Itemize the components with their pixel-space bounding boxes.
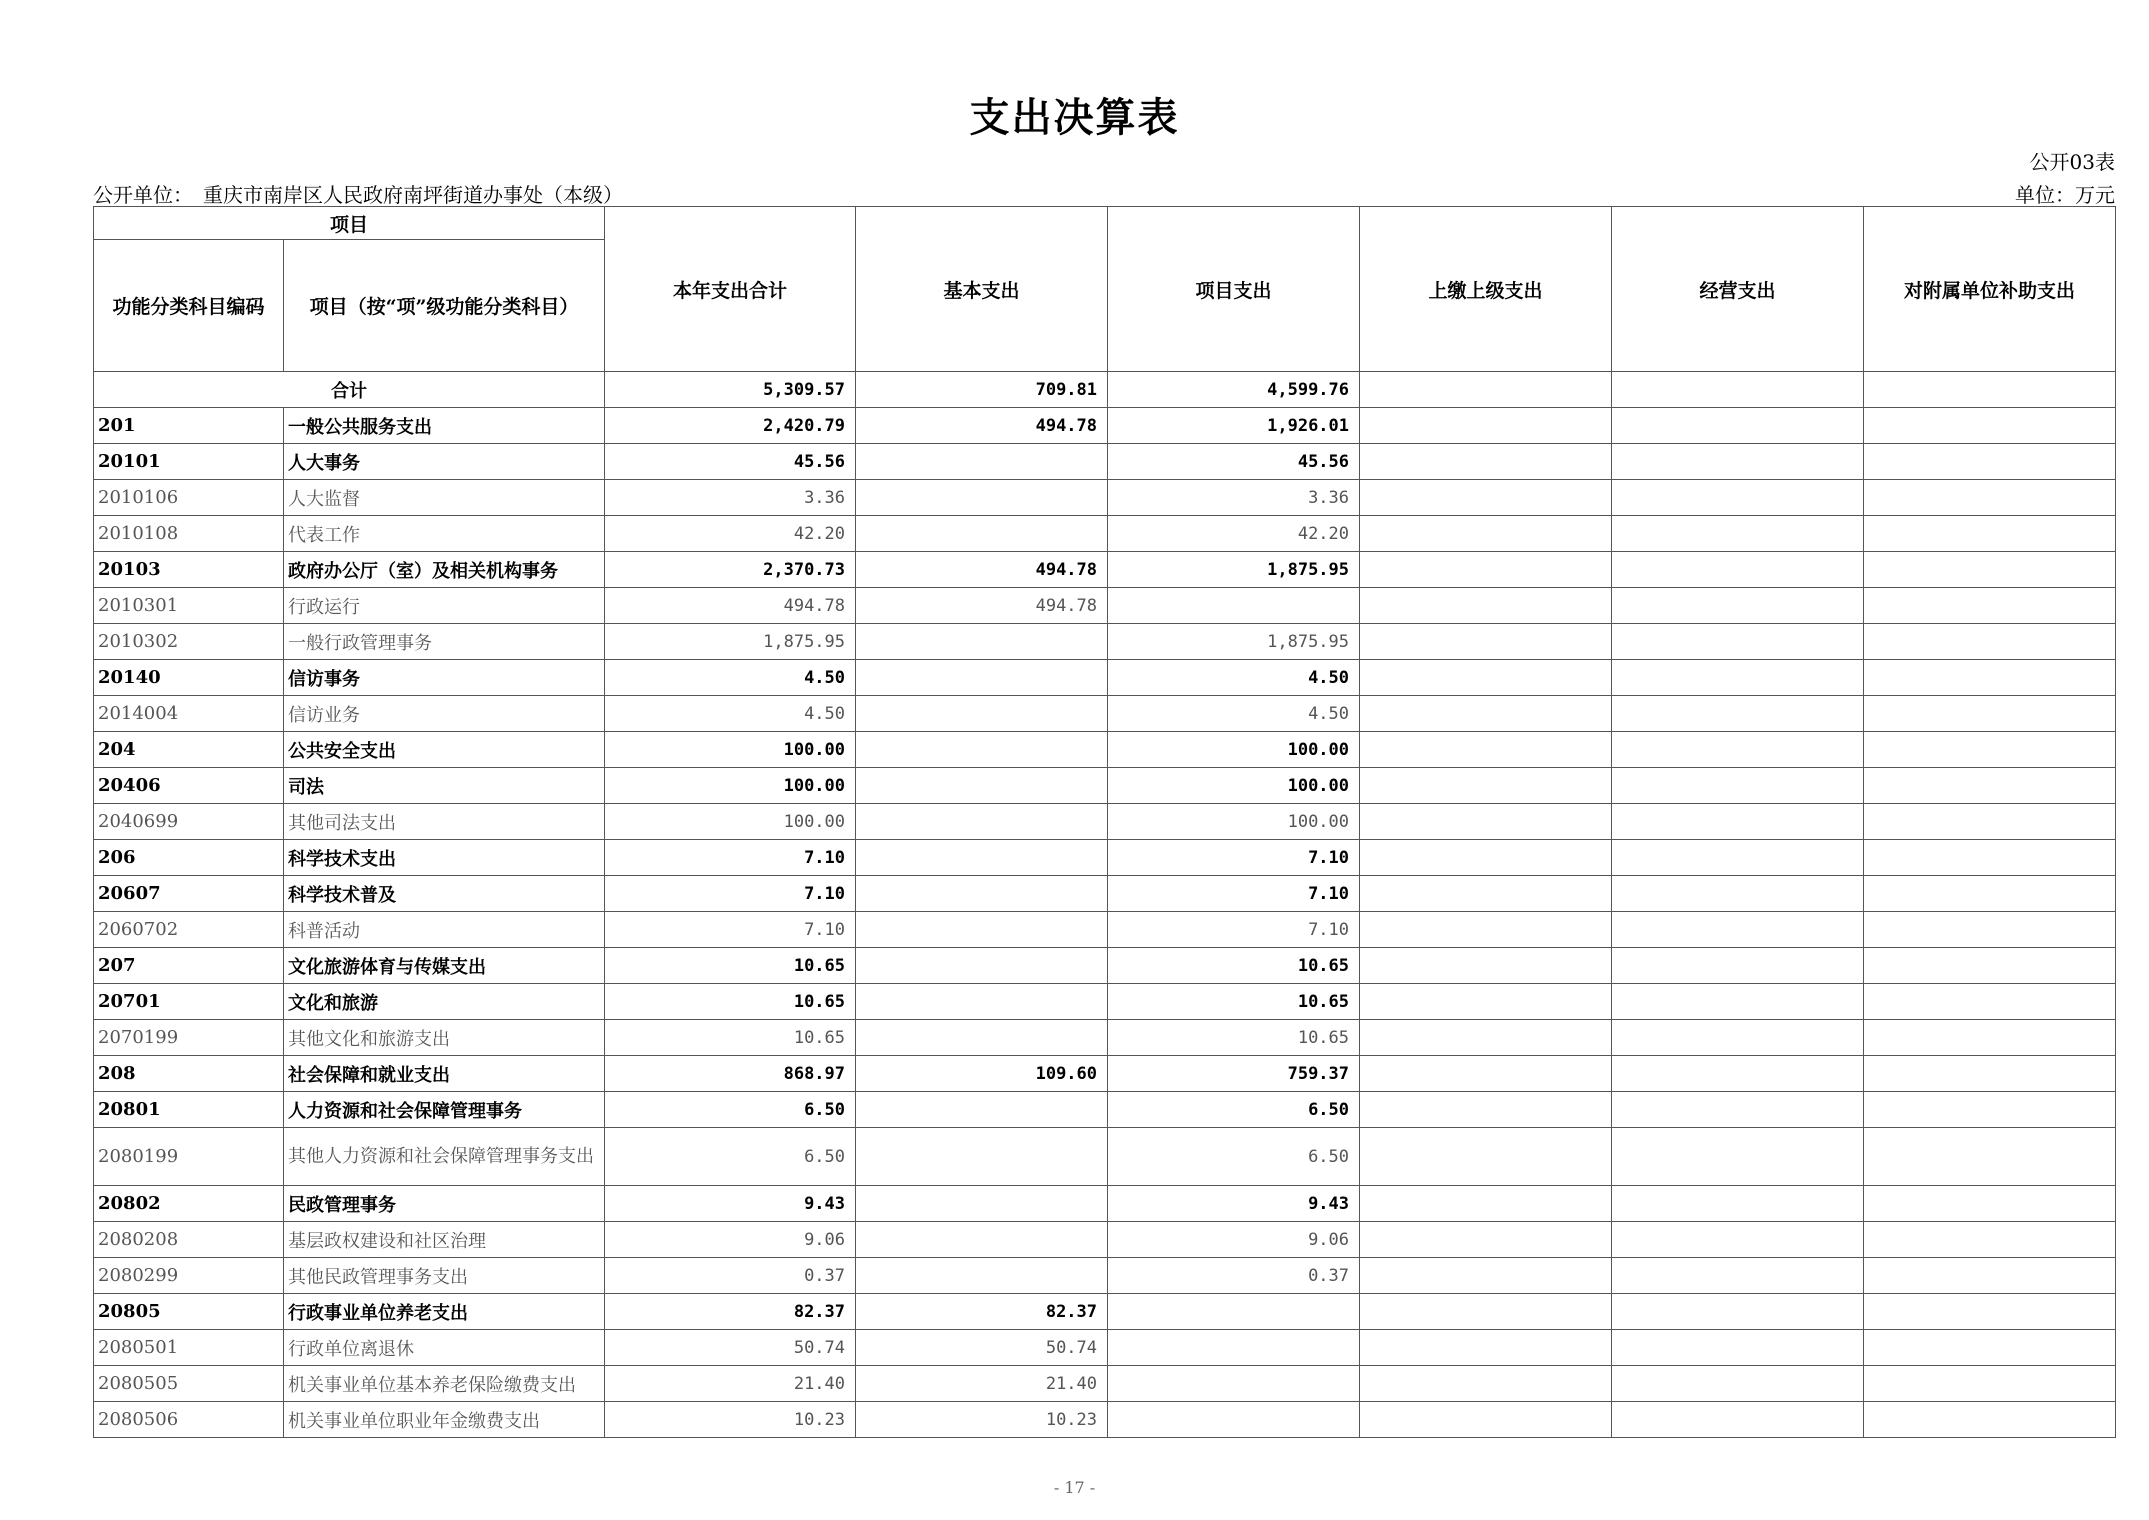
row-name: 人大监督 xyxy=(284,480,605,516)
table-row xyxy=(94,948,2116,984)
row-project: 7.10 xyxy=(1108,912,1360,948)
row-subsidy xyxy=(1864,912,2116,948)
row-name: 政府办公厅（室）及相关机构事务 xyxy=(284,552,605,588)
row-code: 208 xyxy=(94,1056,284,1092)
row-code: 20802 xyxy=(94,1186,284,1222)
row-code: 2080501 xyxy=(94,1330,284,1366)
row-basic xyxy=(856,912,1108,948)
row-total: 50.74 xyxy=(605,1330,856,1366)
row-subsidy xyxy=(1864,732,2116,768)
row-total: 1,875.95 xyxy=(605,624,856,660)
row-project: 759.37 xyxy=(1108,1056,1360,1092)
row-subsidy xyxy=(1864,552,2116,588)
row-name: 一般行政管理事务 xyxy=(284,624,605,660)
row-subsidy xyxy=(1864,408,2116,444)
header-project: 项目支出 xyxy=(1108,207,1360,372)
row-subsidy xyxy=(1864,768,2116,804)
row-project: 10.65 xyxy=(1108,948,1360,984)
row-name: 公共安全支出 xyxy=(284,732,605,768)
reporting-unit: 公开单位： 重庆市南岸区人民政府南坪街道办事处（本级） xyxy=(93,183,623,207)
row-business xyxy=(1612,768,1864,804)
header-business: 经营支出 xyxy=(1612,207,1864,372)
row-business xyxy=(1612,516,1864,552)
row-code: 2040699 xyxy=(94,804,284,840)
row-business xyxy=(1612,696,1864,732)
row-total: 7.10 xyxy=(605,912,856,948)
row-subsidy xyxy=(1864,480,2116,516)
table-row xyxy=(94,840,2116,876)
table-row xyxy=(94,1092,2116,1128)
row-upper xyxy=(1360,1294,1612,1330)
table-row xyxy=(94,552,2116,588)
page-number: - 17 - xyxy=(1053,1478,1096,1497)
table-row xyxy=(94,804,2116,840)
row-project: 6.50 xyxy=(1108,1092,1360,1128)
row-business xyxy=(1612,444,1864,480)
form-number: 公开03表 xyxy=(2029,150,2115,174)
table-row xyxy=(94,660,2116,696)
row-basic: 494.78 xyxy=(856,588,1108,624)
row-upper xyxy=(1360,1128,1612,1186)
row-subsidy xyxy=(1864,696,2116,732)
table-row xyxy=(94,1056,2116,1092)
table-row xyxy=(94,984,2116,1020)
row-basic xyxy=(856,840,1108,876)
row-basic xyxy=(856,660,1108,696)
row-total: 42.20 xyxy=(605,516,856,552)
row-project: 1,926.01 xyxy=(1108,408,1360,444)
row-project: 9.06 xyxy=(1108,1222,1360,1258)
row-basic: 109.60 xyxy=(856,1056,1108,1092)
row-project xyxy=(1108,1366,1360,1402)
row-project: 7.10 xyxy=(1108,876,1360,912)
row-upper xyxy=(1360,660,1612,696)
row-business xyxy=(1612,408,1864,444)
row-subsidy xyxy=(1864,660,2116,696)
row-business xyxy=(1612,1294,1864,1330)
row-business xyxy=(1612,480,1864,516)
row-basic: 82.37 xyxy=(856,1294,1108,1330)
row-project: 4.50 xyxy=(1108,696,1360,732)
row-basic xyxy=(856,624,1108,660)
row-basic xyxy=(856,1128,1108,1186)
row-total: 10.23 xyxy=(605,1402,856,1438)
row-name: 信访事务 xyxy=(284,660,605,696)
table-row xyxy=(94,1330,2116,1366)
row-project xyxy=(1108,1402,1360,1438)
total-amount: 5,309.57 xyxy=(605,372,856,408)
row-total: 494.78 xyxy=(605,588,856,624)
row-upper xyxy=(1360,1092,1612,1128)
row-project xyxy=(1108,1294,1360,1330)
row-basic: 10.23 xyxy=(856,1402,1108,1438)
total-upper xyxy=(1360,372,1612,408)
row-subsidy xyxy=(1864,840,2116,876)
row-business xyxy=(1612,660,1864,696)
row-subsidy xyxy=(1864,804,2116,840)
table-row xyxy=(94,876,2116,912)
row-upper xyxy=(1360,1330,1612,1366)
header-upper: 上缴上级支出 xyxy=(1360,207,1612,372)
row-business xyxy=(1612,1330,1864,1366)
row-name: 信访业务 xyxy=(284,696,605,732)
row-business xyxy=(1612,876,1864,912)
row-subsidy xyxy=(1864,1056,2116,1092)
row-subsidy xyxy=(1864,1258,2116,1294)
row-subsidy xyxy=(1864,1186,2116,1222)
row-upper xyxy=(1360,876,1612,912)
row-name: 机关事业单位基本养老保险缴费支出 xyxy=(284,1366,605,1402)
row-subsidy xyxy=(1864,1092,2116,1128)
row-upper xyxy=(1360,1402,1612,1438)
row-code: 2014004 xyxy=(94,696,284,732)
row-total: 21.40 xyxy=(605,1366,856,1402)
row-name: 科普活动 xyxy=(284,912,605,948)
row-total: 3.36 xyxy=(605,480,856,516)
row-upper xyxy=(1360,552,1612,588)
row-basic xyxy=(856,948,1108,984)
header-code: 功能分类科目编码 xyxy=(94,240,284,372)
row-basic: 494.78 xyxy=(856,552,1108,588)
row-basic: 494.78 xyxy=(856,408,1108,444)
row-code: 2010108 xyxy=(94,516,284,552)
row-project: 100.00 xyxy=(1108,768,1360,804)
row-subsidy xyxy=(1864,1402,2116,1438)
row-name: 其他文化和旅游支出 xyxy=(284,1020,605,1056)
row-business xyxy=(1612,588,1864,624)
row-basic xyxy=(856,804,1108,840)
row-code: 207 xyxy=(94,948,284,984)
row-code: 20701 xyxy=(94,984,284,1020)
row-subsidy xyxy=(1864,1330,2116,1366)
total-label: 合计 xyxy=(94,372,605,408)
row-project: 100.00 xyxy=(1108,732,1360,768)
row-upper xyxy=(1360,1056,1612,1092)
row-business xyxy=(1612,732,1864,768)
row-name: 社会保障和就业支出 xyxy=(284,1056,605,1092)
row-code: 2080208 xyxy=(94,1222,284,1258)
row-project: 10.65 xyxy=(1108,1020,1360,1056)
row-upper xyxy=(1360,480,1612,516)
table-row xyxy=(94,516,2116,552)
row-project: 7.10 xyxy=(1108,840,1360,876)
row-name: 机关事业单位职业年金缴费支出 xyxy=(284,1402,605,1438)
row-name: 基层政权建设和社区治理 xyxy=(284,1222,605,1258)
header-item-group: 项目 xyxy=(94,207,605,240)
table-row xyxy=(94,1294,2116,1330)
header-subsidy: 对附属单位补助支出 xyxy=(1864,207,2116,372)
row-basic: 50.74 xyxy=(856,1330,1108,1366)
row-upper xyxy=(1360,1222,1612,1258)
row-basic xyxy=(856,732,1108,768)
row-name: 行政单位离退休 xyxy=(284,1330,605,1366)
row-total: 6.50 xyxy=(605,1092,856,1128)
row-total: 7.10 xyxy=(605,876,856,912)
row-upper xyxy=(1360,516,1612,552)
row-subsidy xyxy=(1864,1294,2116,1330)
row-upper xyxy=(1360,1186,1612,1222)
row-business xyxy=(1612,948,1864,984)
row-basic xyxy=(856,1222,1108,1258)
row-project: 10.65 xyxy=(1108,984,1360,1020)
row-project: 1,875.95 xyxy=(1108,552,1360,588)
page-title: 支出决算表 xyxy=(969,94,1180,141)
row-basic xyxy=(856,696,1108,732)
table-row xyxy=(94,696,2116,732)
row-business xyxy=(1612,1402,1864,1438)
row-total: 45.56 xyxy=(605,444,856,480)
row-basic xyxy=(856,1020,1108,1056)
row-subsidy xyxy=(1864,516,2116,552)
table-row xyxy=(94,444,2116,480)
table-row xyxy=(94,1128,2116,1186)
row-subsidy xyxy=(1864,876,2116,912)
table-row xyxy=(94,1258,2116,1294)
row-upper xyxy=(1360,768,1612,804)
row-business xyxy=(1612,984,1864,1020)
row-code: 20101 xyxy=(94,444,284,480)
row-code: 2010302 xyxy=(94,624,284,660)
row-code: 2010106 xyxy=(94,480,284,516)
row-business xyxy=(1612,1222,1864,1258)
row-project: 9.43 xyxy=(1108,1186,1360,1222)
header-basic: 基本支出 xyxy=(856,207,1108,372)
row-business xyxy=(1612,624,1864,660)
row-code: 204 xyxy=(94,732,284,768)
row-subsidy xyxy=(1864,444,2116,480)
row-project: 6.50 xyxy=(1108,1128,1360,1186)
row-business xyxy=(1612,1020,1864,1056)
row-code: 2080506 xyxy=(94,1402,284,1438)
row-total: 4.50 xyxy=(605,660,856,696)
table-row xyxy=(94,768,2116,804)
total-basic: 709.81 xyxy=(856,372,1108,408)
row-business xyxy=(1612,1366,1864,1402)
row-name: 其他民政管理事务支出 xyxy=(284,1258,605,1294)
row-name: 人力资源和社会保障管理事务 xyxy=(284,1092,605,1128)
row-upper xyxy=(1360,984,1612,1020)
row-total: 2,420.79 xyxy=(605,408,856,444)
row-project: 100.00 xyxy=(1108,804,1360,840)
row-basic xyxy=(856,1186,1108,1222)
row-business xyxy=(1612,804,1864,840)
row-total: 100.00 xyxy=(605,768,856,804)
row-total: 10.65 xyxy=(605,984,856,1020)
row-subsidy xyxy=(1864,948,2116,984)
row-name: 民政管理事务 xyxy=(284,1186,605,1222)
row-total: 9.43 xyxy=(605,1186,856,1222)
row-code: 206 xyxy=(94,840,284,876)
row-total: 100.00 xyxy=(605,732,856,768)
row-project: 0.37 xyxy=(1108,1258,1360,1294)
row-business xyxy=(1612,912,1864,948)
row-business xyxy=(1612,1056,1864,1092)
table-row xyxy=(94,588,2116,624)
table-row xyxy=(94,1222,2116,1258)
table-row xyxy=(94,1186,2116,1222)
row-business xyxy=(1612,552,1864,588)
row-subsidy xyxy=(1864,1128,2116,1186)
row-total: 10.65 xyxy=(605,948,856,984)
row-name: 司法 xyxy=(284,768,605,804)
row-total: 100.00 xyxy=(605,804,856,840)
total-business xyxy=(1612,372,1864,408)
row-subsidy xyxy=(1864,624,2116,660)
row-name: 一般公共服务支出 xyxy=(284,408,605,444)
row-subsidy xyxy=(1864,984,2116,1020)
row-code: 20801 xyxy=(94,1092,284,1128)
row-total: 2,370.73 xyxy=(605,552,856,588)
row-code: 2060702 xyxy=(94,912,284,948)
row-name: 代表工作 xyxy=(284,516,605,552)
row-name: 文化和旅游 xyxy=(284,984,605,1020)
total-project: 4,599.76 xyxy=(1108,372,1360,408)
row-code: 2080199 xyxy=(94,1128,284,1186)
row-name: 人大事务 xyxy=(284,444,605,480)
row-business xyxy=(1612,1258,1864,1294)
row-code: 201 xyxy=(94,408,284,444)
row-code: 20607 xyxy=(94,876,284,912)
row-upper xyxy=(1360,912,1612,948)
row-upper xyxy=(1360,732,1612,768)
row-business xyxy=(1612,1186,1864,1222)
row-name: 科学技术普及 xyxy=(284,876,605,912)
table-row xyxy=(94,480,2116,516)
row-project: 42.20 xyxy=(1108,516,1360,552)
row-business xyxy=(1612,840,1864,876)
row-basic xyxy=(856,768,1108,804)
row-code: 20140 xyxy=(94,660,284,696)
row-subsidy xyxy=(1864,1020,2116,1056)
row-name: 文化旅游体育与传媒支出 xyxy=(284,948,605,984)
row-basic xyxy=(856,444,1108,480)
table-row xyxy=(94,912,2116,948)
row-total: 4.50 xyxy=(605,696,856,732)
row-upper xyxy=(1360,948,1612,984)
row-subsidy xyxy=(1864,1366,2116,1402)
row-upper xyxy=(1360,444,1612,480)
row-upper xyxy=(1360,1366,1612,1402)
row-upper xyxy=(1360,624,1612,660)
row-total: 9.06 xyxy=(605,1222,856,1258)
row-subsidy xyxy=(1864,588,2116,624)
row-total: 7.10 xyxy=(605,840,856,876)
row-project: 4.50 xyxy=(1108,660,1360,696)
total-row xyxy=(94,372,2116,408)
row-subsidy xyxy=(1864,1222,2116,1258)
row-code: 20103 xyxy=(94,552,284,588)
row-project xyxy=(1108,1330,1360,1366)
total-subsidy xyxy=(1864,372,2116,408)
row-basic xyxy=(856,1092,1108,1128)
row-name: 行政运行 xyxy=(284,588,605,624)
header-total: 本年支出合计 xyxy=(605,207,856,372)
row-project: 3.36 xyxy=(1108,480,1360,516)
row-code: 2010301 xyxy=(94,588,284,624)
row-upper xyxy=(1360,588,1612,624)
row-basic xyxy=(856,480,1108,516)
row-upper xyxy=(1360,840,1612,876)
row-project: 45.56 xyxy=(1108,444,1360,480)
row-upper xyxy=(1360,804,1612,840)
header-name: 项目（按“项”级功能分类科目） xyxy=(284,240,605,372)
row-total: 868.97 xyxy=(605,1056,856,1092)
row-upper xyxy=(1360,1258,1612,1294)
row-code: 20805 xyxy=(94,1294,284,1330)
row-name: 行政事业单位养老支出 xyxy=(284,1294,605,1330)
table-row xyxy=(94,1366,2116,1402)
row-code: 2080505 xyxy=(94,1366,284,1402)
row-total: 10.65 xyxy=(605,1020,856,1056)
row-basic: 21.40 xyxy=(856,1366,1108,1402)
expenditure-table xyxy=(93,206,2116,1438)
table-body xyxy=(94,372,2116,1438)
table-row xyxy=(94,732,2116,768)
currency-unit: 单位：万元 xyxy=(2015,183,2115,207)
row-total: 0.37 xyxy=(605,1258,856,1294)
row-upper xyxy=(1360,1020,1612,1056)
row-basic xyxy=(856,984,1108,1020)
row-business xyxy=(1612,1128,1864,1186)
row-name: 其他人力资源和社会保障管理事务支出 xyxy=(284,1128,605,1186)
row-code: 2070199 xyxy=(94,1020,284,1056)
table-row xyxy=(94,1020,2116,1056)
row-business xyxy=(1612,1092,1864,1128)
row-basic xyxy=(856,876,1108,912)
row-total: 6.50 xyxy=(605,1128,856,1186)
table-row xyxy=(94,408,2116,444)
row-upper xyxy=(1360,408,1612,444)
row-name: 科学技术支出 xyxy=(284,840,605,876)
row-basic xyxy=(856,1258,1108,1294)
row-project xyxy=(1108,588,1360,624)
row-basic xyxy=(856,516,1108,552)
table-row xyxy=(94,1402,2116,1438)
row-upper xyxy=(1360,696,1612,732)
row-project: 1,875.95 xyxy=(1108,624,1360,660)
table-row xyxy=(94,624,2116,660)
row-code: 20406 xyxy=(94,768,284,804)
row-total: 82.37 xyxy=(605,1294,856,1330)
row-code: 2080299 xyxy=(94,1258,284,1294)
row-name: 其他司法支出 xyxy=(284,804,605,840)
